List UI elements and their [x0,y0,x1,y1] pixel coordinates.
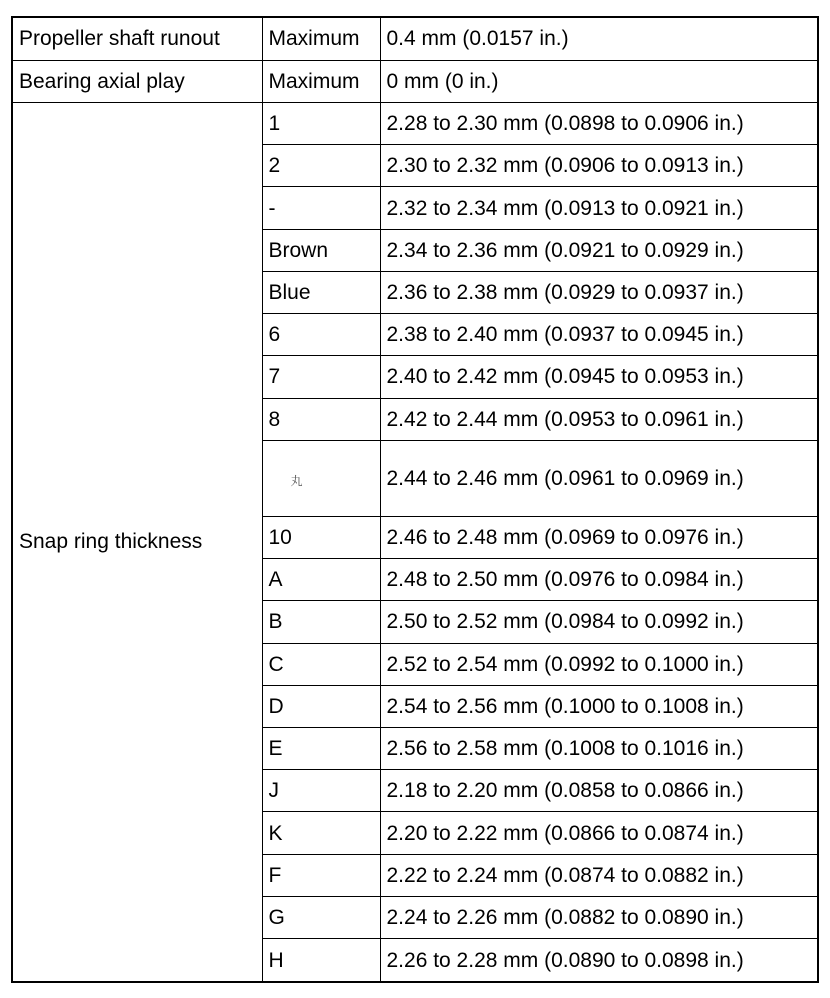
specification-table [11,16,819,983]
mark-cell: D [262,685,380,727]
value-cell: 2.52 to 2.54 mm (0.0992 to 0.1000 in.) [380,643,818,685]
mark-cell: 1 [262,102,380,144]
value-cell: 2.34 to 2.36 mm (0.0921 to 0.0929 in.) [380,229,818,271]
value-cell: 2.22 to 2.24 mm (0.0874 to 0.0882 in.) [380,854,818,896]
value-cell: 2.40 to 2.42 mm (0.0945 to 0.0953 in.) [380,356,818,398]
mark-cell: 6 [262,314,380,356]
specification-table-body [12,17,818,982]
value-cell: 2.50 to 2.52 mm (0.0984 to 0.0992 in.) [380,601,818,643]
mark-cell: A [262,559,380,601]
table-row [12,17,818,60]
table-row [12,60,818,102]
value-cell: 2.54 to 2.56 mm (0.1000 to 0.1008 in.) [380,685,818,727]
snap-ring-item-cell: Snap ring thickness [12,102,262,982]
item-cell: Propeller shaft runout [12,17,262,60]
value-cell: 2.44 to 2.46 mm (0.0961 to 0.0969 in.) [380,440,818,516]
value-cell: 2.46 to 2.48 mm (0.0969 to 0.0976 in.) [380,516,818,558]
mark-cell: G [262,896,380,938]
table-row [12,102,818,144]
mark-glyph: 丸 [290,473,303,488]
condition-cell: Maximum [262,60,380,102]
value-cell: 2.32 to 2.34 mm (0.0913 to 0.0921 in.) [380,187,818,229]
value-cell: 2.20 to 2.22 mm (0.0866 to 0.0874 in.) [380,812,818,854]
item-cell: Bearing axial play [12,60,262,102]
condition-cell: Maximum [262,17,380,60]
mark-cell: F [262,854,380,896]
value-cell: 0.4 mm (0.0157 in.) [380,17,818,60]
mark-cell: 10 [262,516,380,558]
mark-cell: - [262,187,380,229]
mark-cell: J [262,770,380,812]
mark-cell: K [262,812,380,854]
value-cell: 2.42 to 2.44 mm (0.0953 to 0.0961 in.) [380,398,818,440]
mark-cell: C [262,643,380,685]
value-cell: 2.30 to 2.32 mm (0.0906 to 0.0913 in.) [380,145,818,187]
mark-cell: H [262,939,380,982]
value-cell: 2.24 to 2.26 mm (0.0882 to 0.0890 in.) [380,896,818,938]
value-cell: 2.56 to 2.58 mm (0.1008 to 0.1016 in.) [380,727,818,769]
value-cell: 0 mm (0 in.) [380,60,818,102]
mark-cell: Brown [262,229,380,271]
value-cell: 2.28 to 2.30 mm (0.0898 to 0.0906 in.) [380,102,818,144]
mark-cell: 2 [262,145,380,187]
value-cell: 2.18 to 2.20 mm (0.0858 to 0.0866 in.) [380,770,818,812]
mark-cell: B [262,601,380,643]
value-cell: 2.36 to 2.38 mm (0.0929 to 0.0937 in.) [380,271,818,313]
mark-cell: Blue [262,271,380,313]
mark-cell [262,440,380,516]
mark-cell: 7 [262,356,380,398]
value-cell: 2.48 to 2.50 mm (0.0976 to 0.0984 in.) [380,559,818,601]
mark-cell: 8 [262,398,380,440]
mark-cell: E [262,727,380,769]
value-cell: 2.26 to 2.28 mm (0.0890 to 0.0898 in.) [380,939,818,982]
value-cell: 2.38 to 2.40 mm (0.0937 to 0.0945 in.) [380,314,818,356]
